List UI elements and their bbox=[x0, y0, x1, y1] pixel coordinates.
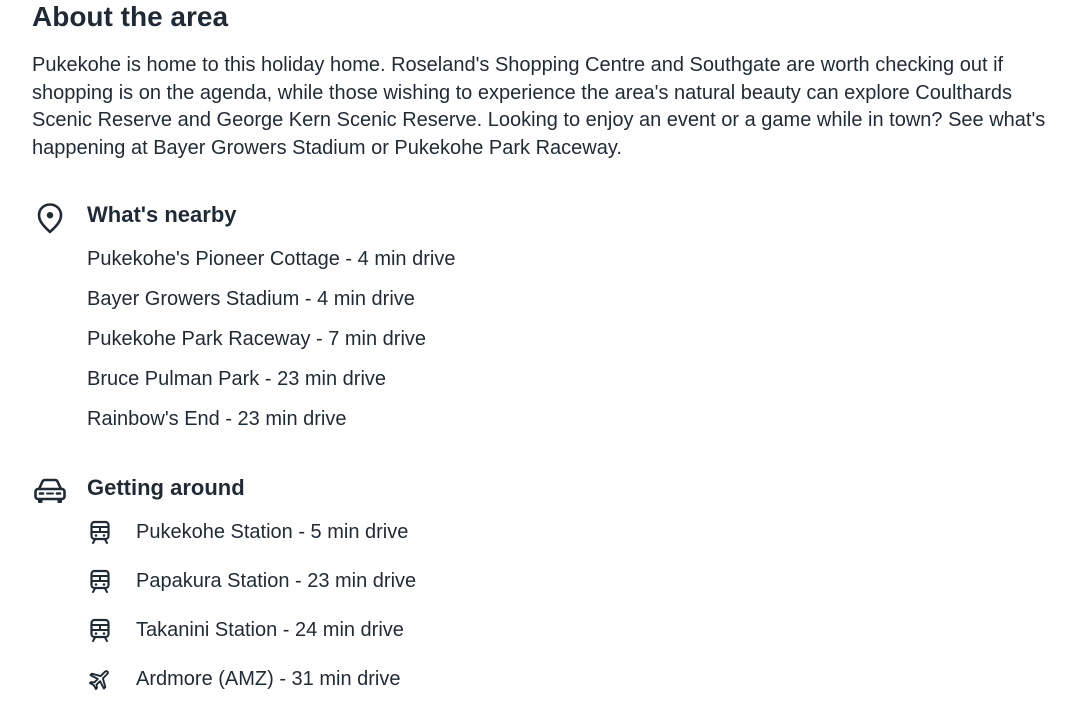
getting-around-title: Getting around bbox=[87, 475, 245, 500]
transport-item-label: Ardmore (AMZ) - 31 min drive bbox=[136, 668, 401, 690]
getting-around-section bbox=[32, 473, 632, 720]
nearby-list bbox=[87, 246, 455, 446]
train-icon bbox=[87, 519, 113, 545]
nearby-item: Pukekohe's Pioneer Cottage - 4 min drive bbox=[87, 248, 456, 270]
getting-around-header bbox=[32, 473, 632, 505]
train-icon bbox=[87, 568, 113, 594]
transport-item-label: Takanini Station - 24 min drive bbox=[136, 619, 404, 641]
area-description: Pukekohe is home to this holiday home. Roseland's Shopping Centre and Southgate are worth checking out if shopping is on the agenda, while those wishing to experience the area's natural beauty can explore Coulthards Scenic Reserve and George Kern Scenic Reserve. Looking to enjoy an event or a game while in town? See what's happening at Bayer Growers Stadium or Pukekohe Park Raceway. bbox=[32, 54, 1046, 159]
whats-nearby-title: What's nearby bbox=[87, 202, 237, 227]
transport-item-label: Papakura Station - 23 min drive bbox=[136, 570, 417, 592]
transport-item-label: Pukekohe Station - 5 min drive bbox=[136, 521, 409, 543]
whats-nearby-header bbox=[32, 200, 632, 232]
page-title: About the area bbox=[32, 1, 229, 32]
nearby-item: Rainbow's End - 23 min drive bbox=[87, 408, 347, 430]
nearby-item: Bayer Growers Stadium - 4 min drive bbox=[87, 288, 415, 310]
airplane-icon bbox=[87, 666, 113, 692]
whats-nearby-section bbox=[32, 200, 632, 440]
nearby-item: Bruce Pulman Park - 23 min drive bbox=[87, 368, 387, 390]
map-pin-icon bbox=[32, 200, 68, 236]
car-icon bbox=[32, 473, 68, 509]
train-icon bbox=[87, 617, 113, 643]
nearby-item: Pukekohe Park Raceway - 7 min drive bbox=[87, 328, 427, 350]
